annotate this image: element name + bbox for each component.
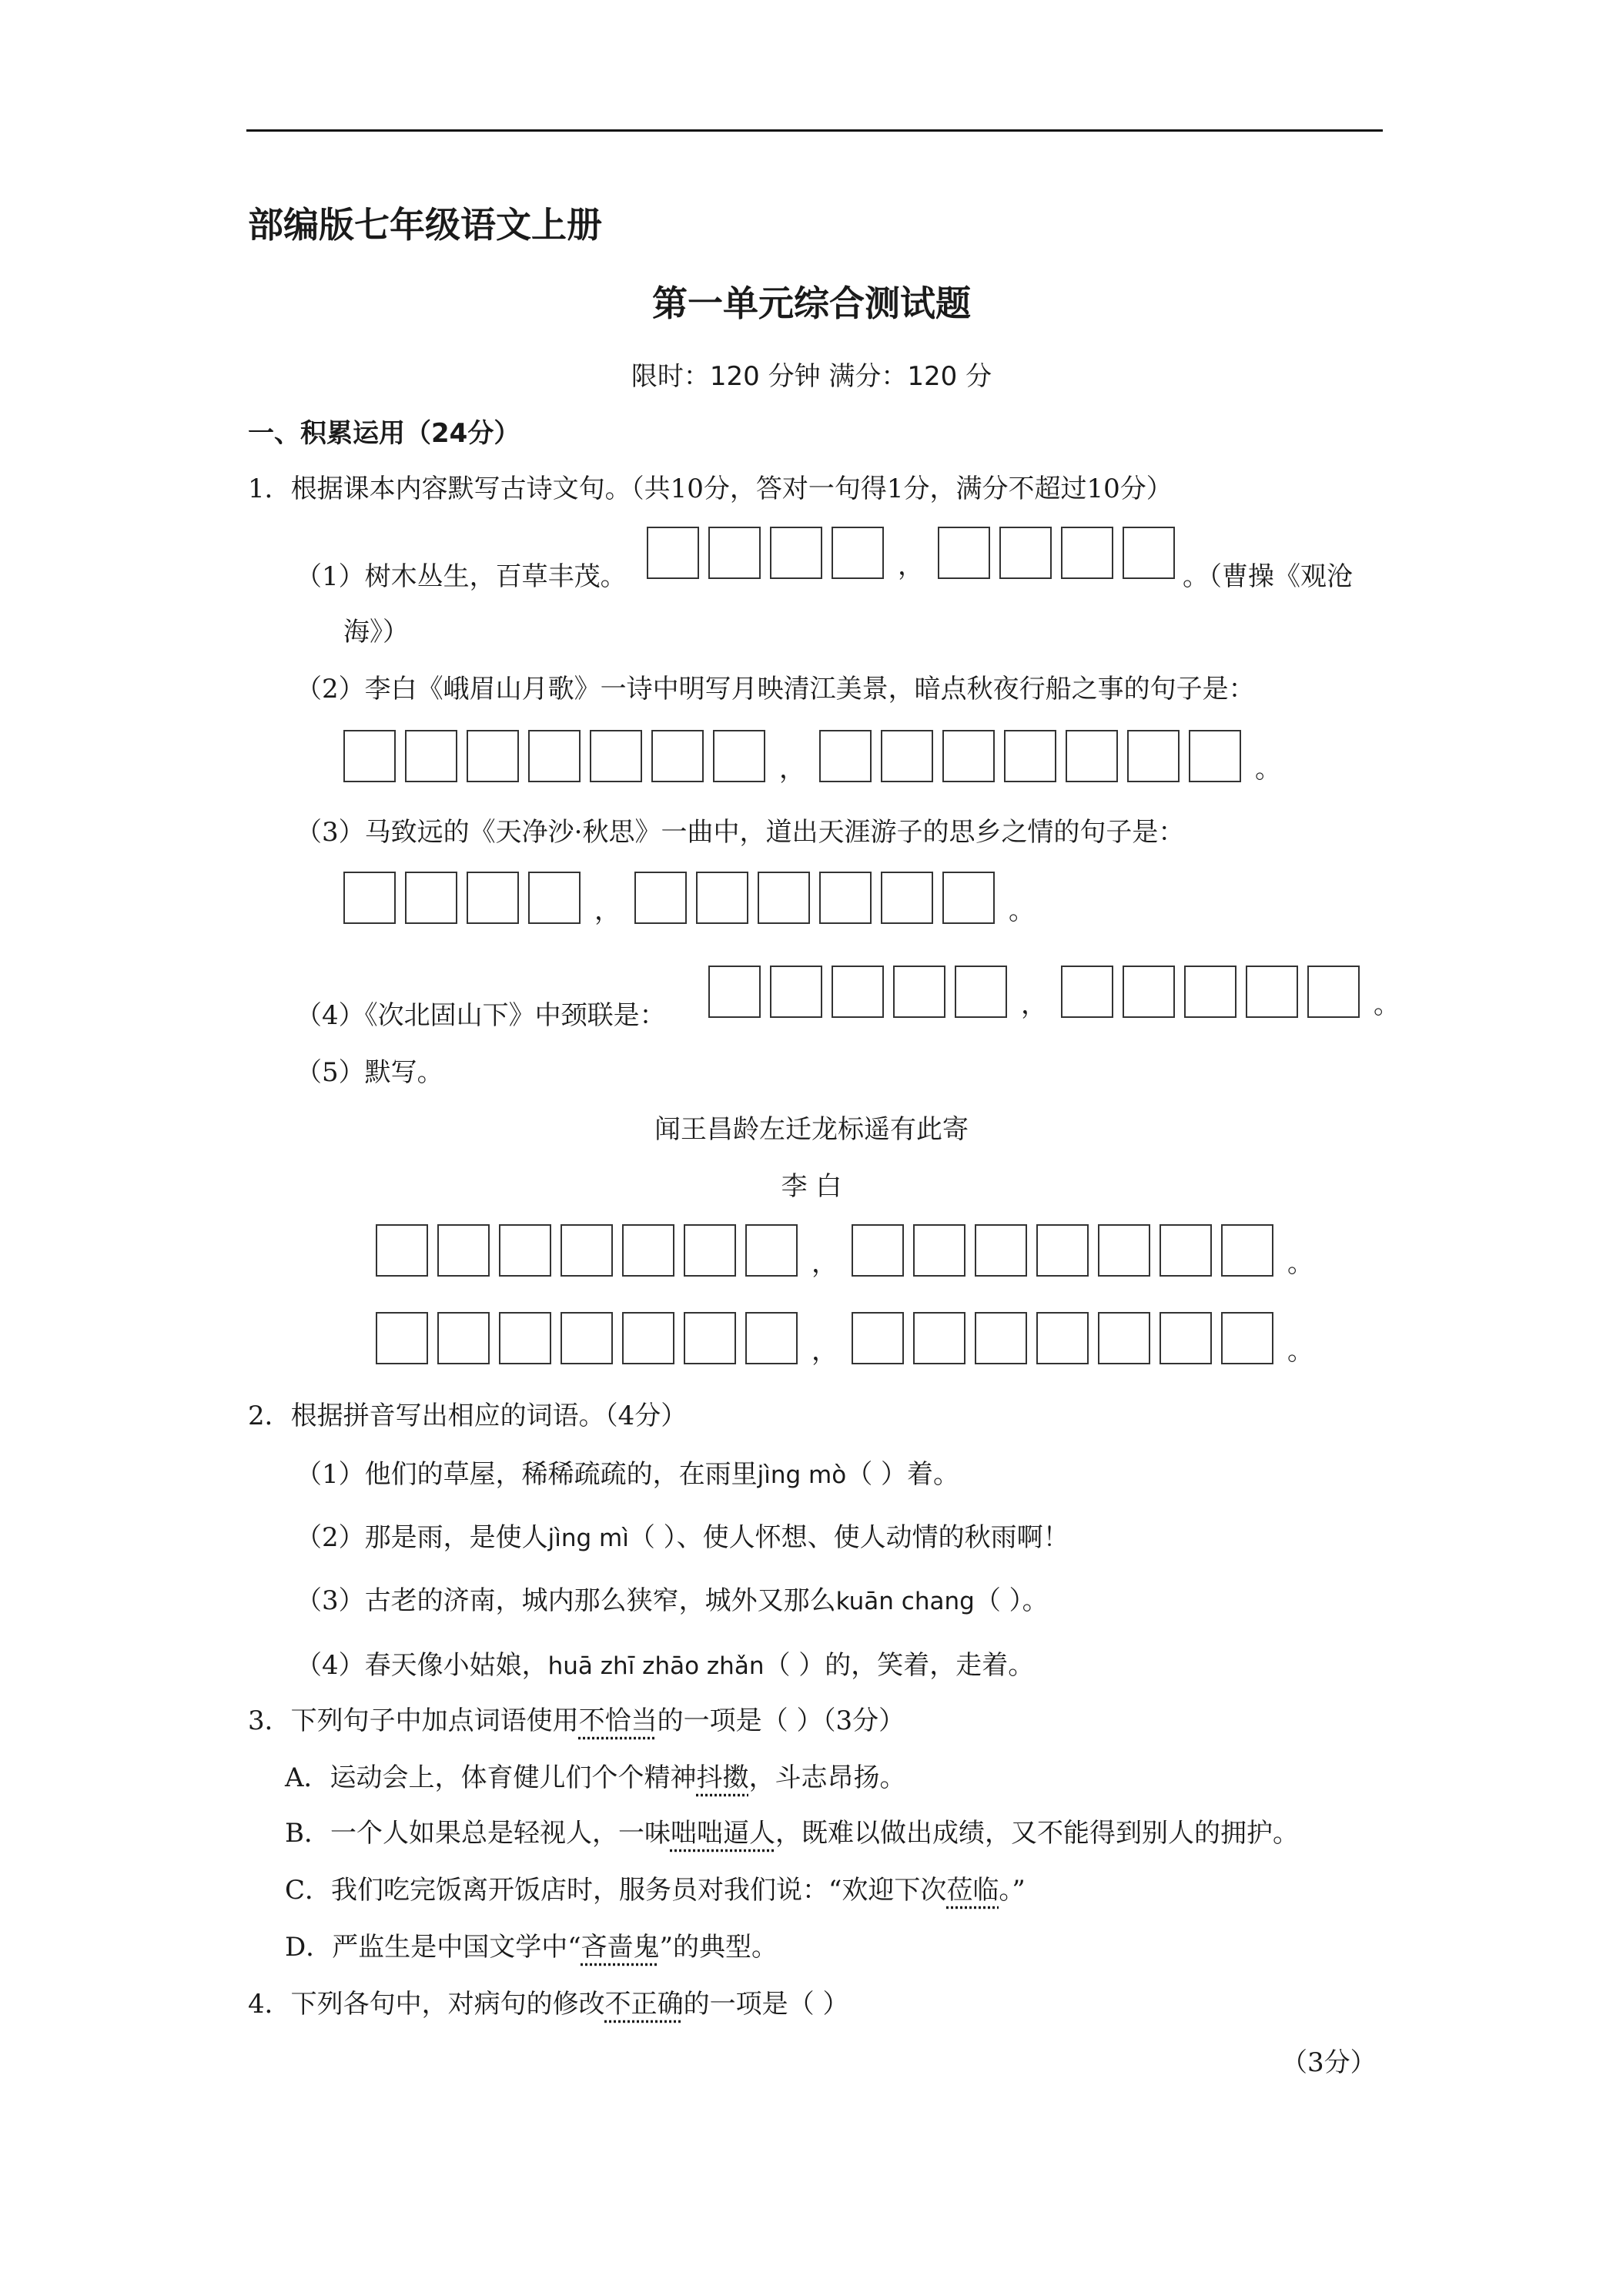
answer-box[interactable] xyxy=(684,1224,736,1277)
q2-item-1 xyxy=(296,1457,959,1493)
answer-box[interactable] xyxy=(1189,730,1241,782)
q2-item-4 xyxy=(296,1648,1034,1684)
answer-box[interactable] xyxy=(1098,1312,1150,1364)
q4-score: （3分） xyxy=(1281,2047,1377,2078)
comma: ， xyxy=(812,1248,838,1279)
answer-box[interactable] xyxy=(745,1312,798,1364)
answer-box[interactable] xyxy=(1246,966,1298,1018)
answer-box[interactable] xyxy=(405,872,457,924)
answer-box[interactable] xyxy=(1061,527,1113,579)
answer-box[interactable] xyxy=(437,1224,490,1277)
answer-box[interactable] xyxy=(590,730,642,782)
answer-box[interactable] xyxy=(942,872,995,924)
answer-box[interactable] xyxy=(913,1312,965,1364)
answer-box[interactable] xyxy=(561,1224,613,1277)
answer-box[interactable] xyxy=(942,730,995,782)
q1-p1-prefix: （1）树木丛生，百草丰茂。 xyxy=(296,561,627,592)
answer-box[interactable] xyxy=(819,730,872,782)
answer-box[interactable] xyxy=(437,1312,490,1364)
q1-p1-continuation: 海》） xyxy=(343,617,409,648)
answer-box[interactable] xyxy=(955,966,1007,1018)
q4-stem-tail[interactable]: 的一项是（ ） xyxy=(683,1989,849,2020)
q2-item-3-pinyin: kuān chang xyxy=(835,1588,975,1615)
answer-box[interactable] xyxy=(832,966,884,1018)
answer-box[interactable] xyxy=(561,1312,613,1364)
q3-d-dotted: 吝啬鬼 xyxy=(581,1932,660,1963)
page-subtitle: 第一单元综合测试题 xyxy=(652,283,971,324)
period: 。 xyxy=(1255,754,1281,785)
q3-stem-text: 3．下列句子中加点词语使用 xyxy=(248,1705,579,1736)
q3-stem xyxy=(248,1703,905,1739)
comma: ， xyxy=(812,1336,838,1367)
answer-box[interactable] xyxy=(1036,1312,1089,1364)
answer-box[interactable] xyxy=(622,1224,674,1277)
answer-box[interactable] xyxy=(1098,1224,1150,1277)
answer-box[interactable] xyxy=(852,1312,904,1364)
q3-option-a[interactable] xyxy=(285,1760,906,1796)
answer-box[interactable] xyxy=(1061,966,1113,1018)
comma: ， xyxy=(594,895,621,926)
q1-p4-answer[interactable] xyxy=(708,966,1414,1018)
q2-item-1-pinyin: jìng mò xyxy=(757,1461,847,1489)
q3-d-tail: ”的典型。 xyxy=(659,1932,778,1963)
comma: ， xyxy=(779,754,805,785)
section-heading: 一、积累运用（24分） xyxy=(248,418,520,449)
q3-b-dotted: 咄咄逼人 xyxy=(670,1818,775,1849)
q2-item-3-blank[interactable]: （ ）。 xyxy=(974,1585,1049,1616)
q2-item-1-text: （1）他们的草屋，稀稀疏疏的，在雨里 xyxy=(296,1459,758,1490)
answer-box[interactable] xyxy=(1123,527,1175,579)
answer-box[interactable] xyxy=(832,527,884,579)
answer-box[interactable] xyxy=(528,730,581,782)
answer-box[interactable] xyxy=(1307,966,1360,1018)
answer-box[interactable] xyxy=(1221,1224,1273,1277)
answer-box[interactable] xyxy=(713,730,765,782)
answer-box[interactable] xyxy=(770,527,822,579)
answer-box[interactable] xyxy=(343,730,396,782)
q1-p2-answer[interactable] xyxy=(343,730,1295,785)
q3-c-tail: 。” xyxy=(999,1875,1026,1906)
poem-author: 李 白 xyxy=(781,1171,842,1202)
answer-box[interactable] xyxy=(1123,966,1175,1018)
answer-box[interactable] xyxy=(405,730,457,782)
q2-item-2-pinyin: jìng mì xyxy=(547,1525,629,1552)
q2-item-2 xyxy=(296,1520,1069,1556)
answer-box[interactable] xyxy=(647,527,699,579)
q3-a-tail: ，斗志昂扬。 xyxy=(748,1762,906,1793)
q2-item-4-text: （4）春天像小姑娘， xyxy=(296,1650,548,1681)
answer-box[interactable] xyxy=(343,872,396,924)
period: 。 xyxy=(1374,989,1400,1020)
answer-box[interactable] xyxy=(1160,1312,1212,1364)
q3-a-text: A．运动会上，体育健儿们个个精神 xyxy=(285,1762,697,1793)
answer-box[interactable] xyxy=(893,966,945,1018)
answer-box[interactable] xyxy=(684,1312,736,1364)
q3-c-dotted: 莅临 xyxy=(946,1875,999,1906)
q3-d-text: D．严监生是中国文学中“ xyxy=(285,1932,581,1963)
poem-line-1[interactable] xyxy=(376,1224,1327,1277)
q4-stem xyxy=(248,1986,848,2022)
poem-line-2[interactable] xyxy=(376,1312,1327,1367)
period: 。 xyxy=(1009,895,1035,926)
q1-p4-prefix: （4）《次北固山下》中颈联是： xyxy=(296,1000,666,1031)
answer-box[interactable] xyxy=(881,872,933,924)
answer-box[interactable] xyxy=(770,966,822,1018)
q1-p3-text: （3）马致远的《天净沙·秋思》一曲中，道出天涯游子的思乡之情的句子是： xyxy=(296,817,1185,848)
exam-meta: 限时：120 分钟 满分：120 分 xyxy=(631,361,992,392)
answer-box[interactable] xyxy=(1066,730,1118,782)
q2-stem: 2．根据拼音写出相应的词语。（4分） xyxy=(248,1401,688,1431)
answer-box[interactable] xyxy=(499,1224,551,1277)
answer-box[interactable] xyxy=(651,730,704,782)
answer-box[interactable] xyxy=(999,527,1052,579)
answer-box[interactable] xyxy=(852,1224,904,1277)
answer-box[interactable] xyxy=(1036,1224,1089,1277)
answer-box[interactable] xyxy=(938,527,990,579)
poem-title: 闻王昌龄左迁龙标遥有此寄 xyxy=(654,1114,969,1145)
answer-box[interactable] xyxy=(696,872,748,924)
period: 。 xyxy=(1287,1336,1313,1367)
answer-box[interactable] xyxy=(708,527,761,579)
q2-item-3 xyxy=(296,1583,1049,1619)
comma: ， xyxy=(1021,989,1047,1020)
answer-box[interactable] xyxy=(1160,1224,1212,1277)
q2-item-3-text: （3）古老的济南，城内那么狭窄，城外又那么 xyxy=(296,1585,836,1616)
answer-box[interactable] xyxy=(975,1312,1027,1364)
answer-box[interactable] xyxy=(622,1312,674,1364)
answer-box[interactable] xyxy=(1221,1312,1273,1364)
answer-box[interactable] xyxy=(1184,966,1236,1018)
answer-box[interactable] xyxy=(1004,730,1056,782)
q3-b-tail: ，既难以做出成绩，又不能得到别人的拥护。 xyxy=(775,1818,1299,1849)
answer-box[interactable] xyxy=(499,1312,551,1364)
answer-box[interactable] xyxy=(528,872,581,924)
answer-box[interactable] xyxy=(467,730,519,782)
q1-stem: 1．根据课本内容默写古诗文句。（共10分，答对一句得1分，满分不超过10分） xyxy=(248,474,1173,504)
q1-p2-text: （2）李白《峨眉山月歌》一诗中明写月映清江美景，暗点秋夜行船之事的句子是： xyxy=(296,674,1255,705)
answer-box[interactable] xyxy=(467,872,519,924)
answer-box[interactable] xyxy=(758,872,810,924)
q3-b-text: B．一个人如果总是轻视人，一味 xyxy=(285,1818,671,1849)
period: 。 xyxy=(1287,1248,1313,1279)
q1-p3-answer[interactable] xyxy=(343,872,1049,924)
answer-box[interactable] xyxy=(881,730,933,782)
q1-p1-suffix: 。（曹操《观沧 xyxy=(1183,561,1353,592)
q1-p5-text: （5）默写。 xyxy=(296,1057,443,1088)
q1-p1-answer[interactable] xyxy=(647,527,1184,579)
answer-box[interactable] xyxy=(913,1224,965,1277)
answer-box[interactable] xyxy=(745,1224,798,1277)
q4-stem-text: 4．下列各句中，对病句的修改 xyxy=(248,1989,605,2020)
answer-box[interactable] xyxy=(708,966,761,1018)
q3-option-b[interactable] xyxy=(285,1816,1299,1851)
q2-item-4-pinyin: huā zhī zhāo zhǎn xyxy=(547,1652,765,1680)
answer-box[interactable] xyxy=(376,1312,428,1364)
q3-stem-emphasis: 不恰当 xyxy=(578,1705,658,1736)
answer-box[interactable] xyxy=(376,1224,428,1277)
q2-item-1-blank[interactable]: （ ）着。 xyxy=(846,1459,960,1490)
q2-item-2-text: （2）那是雨，是使人 xyxy=(296,1522,548,1553)
answer-box[interactable] xyxy=(819,872,872,924)
q3-option-c[interactable] xyxy=(285,1873,1026,1908)
answer-box[interactable] xyxy=(1127,730,1180,782)
page-title: 部编版七年级语文上册 xyxy=(248,204,602,246)
comma: ， xyxy=(898,551,924,581)
answer-box[interactable] xyxy=(634,872,687,924)
q3-a-dotted: 抖擞 xyxy=(696,1762,749,1793)
q3-stem-tail[interactable]: 的一项是（ ）（3分） xyxy=(657,1705,905,1736)
q2-item-2-blank[interactable]: （ ）、使人怀想、使人动情的秋雨啊！ xyxy=(628,1522,1069,1553)
q3-option-d[interactable] xyxy=(285,1930,778,1965)
header-rule xyxy=(246,129,1383,132)
answer-box[interactable] xyxy=(975,1224,1027,1277)
q2-item-4-blank[interactable]: （ ）的，笑着，走着。 xyxy=(764,1650,1035,1681)
q4-stem-emphasis: 不正确 xyxy=(604,1989,684,2020)
q3-c-text: C．我们吃完饭离开饭店时，服务员对我们说：“欢迎下次 xyxy=(285,1875,947,1906)
